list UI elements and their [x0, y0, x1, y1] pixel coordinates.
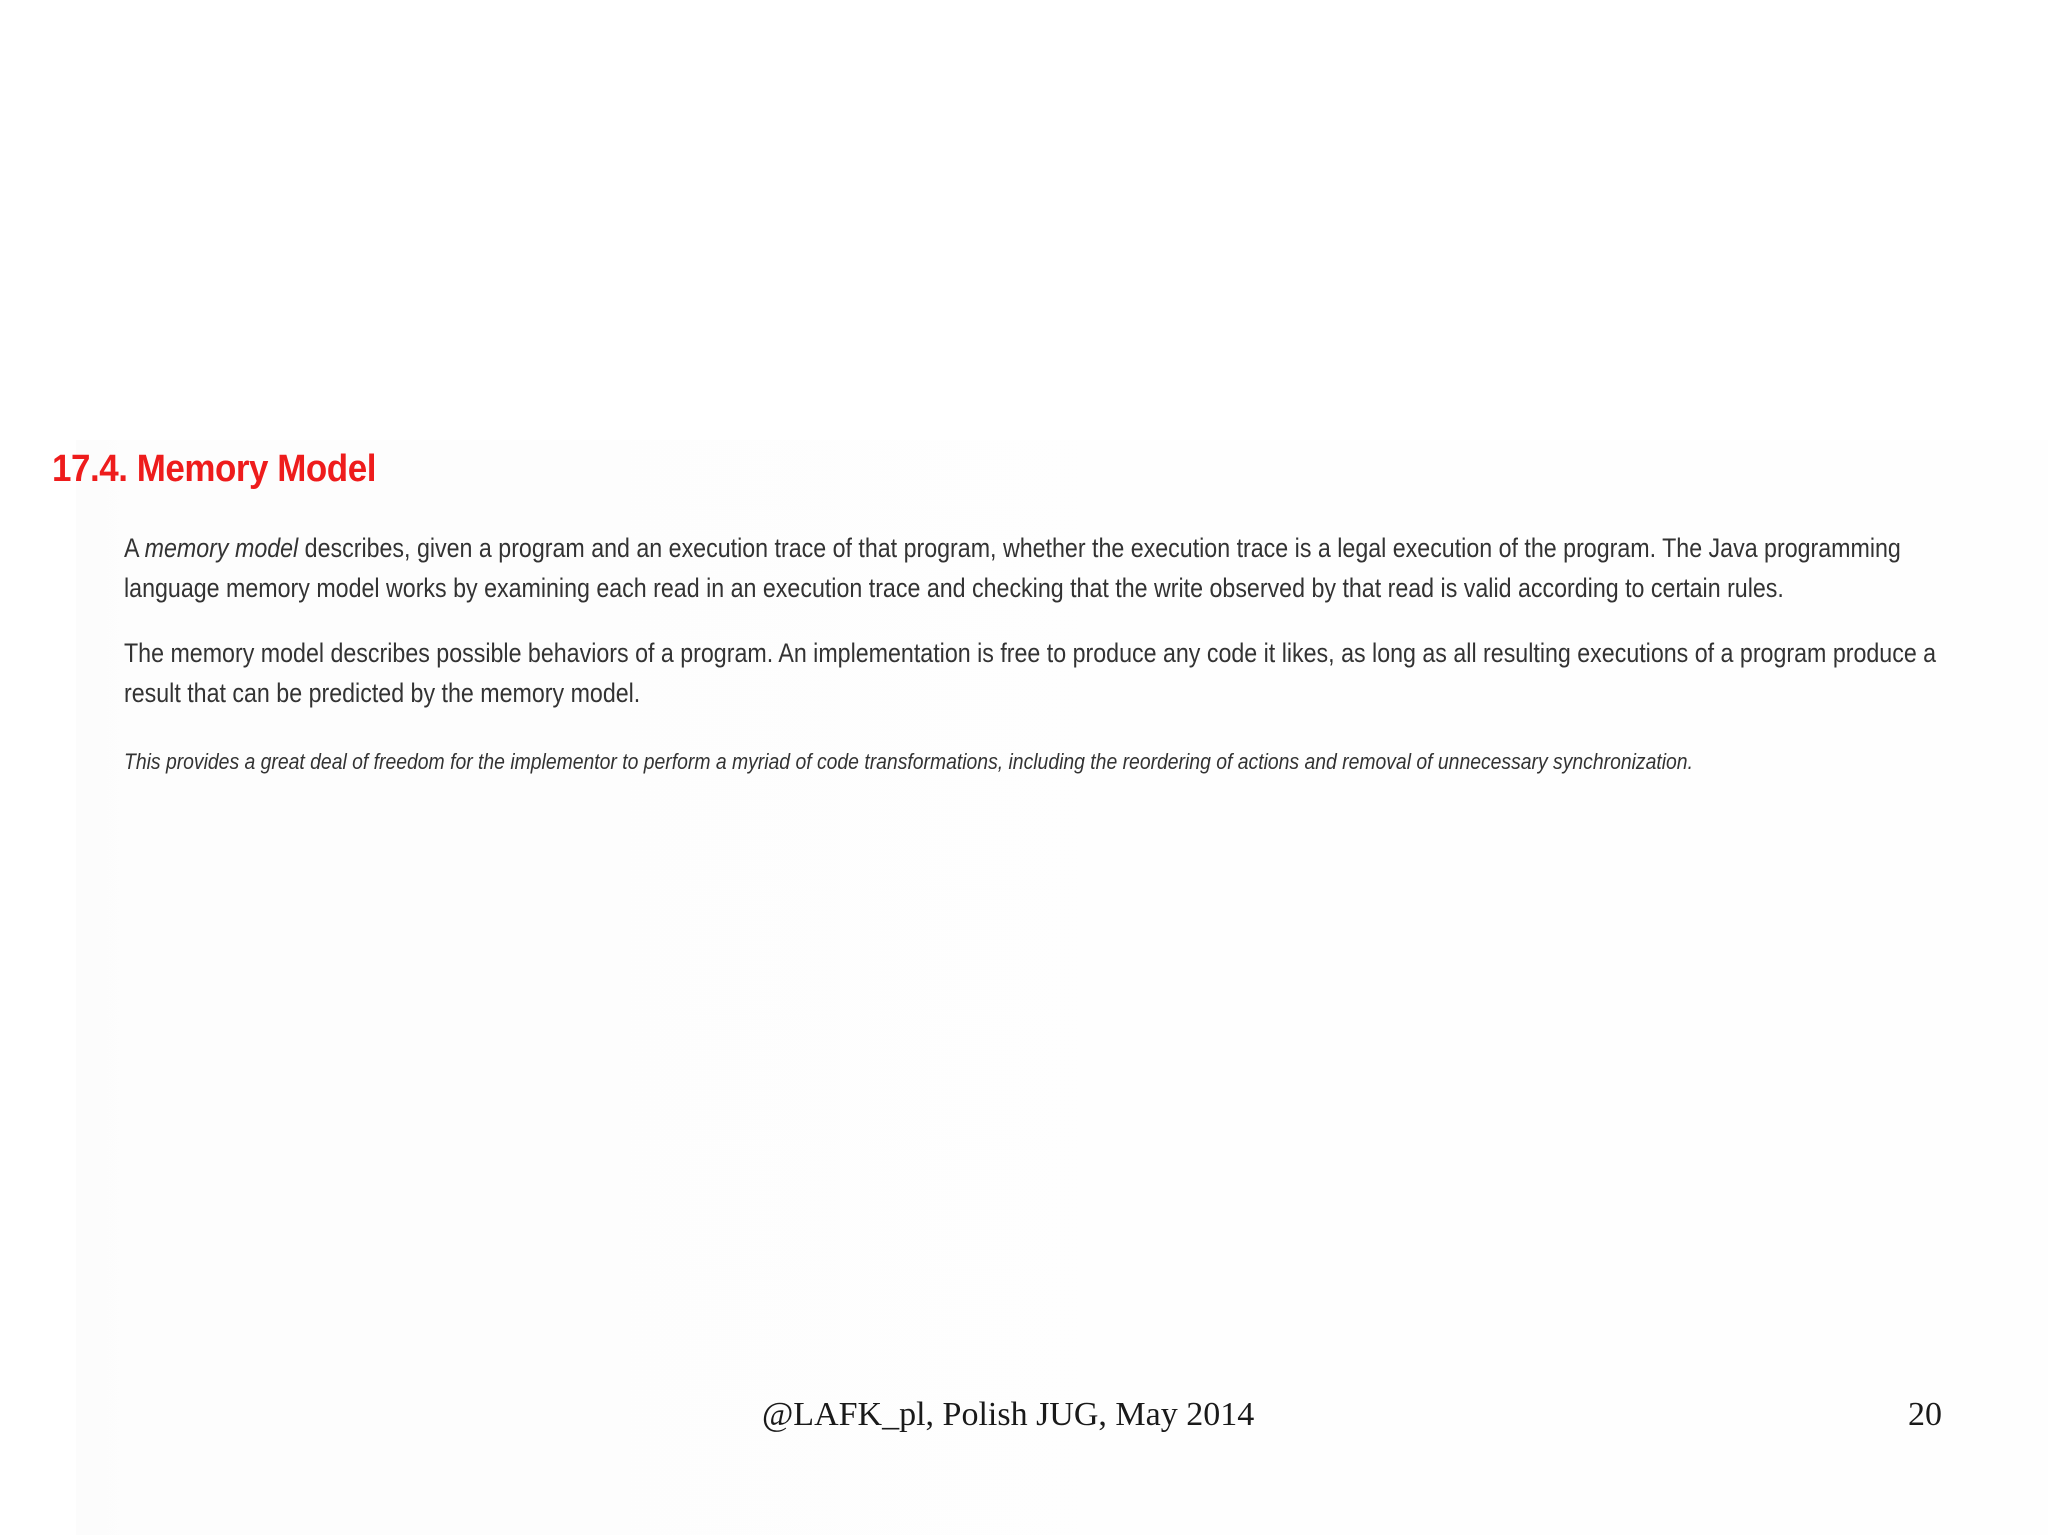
footer-text: @LAFK_pl, Polish JUG, May 2014: [762, 1396, 1255, 1433]
paragraph-rest: describes, given a program and an execution trace of that program, whether the execution trace is a legal execution of the program. The Java programming language memory model works by examining each read in an execution trace and checking that the write observed by that read is valid according to certain rules.: [124, 533, 1901, 603]
paragraph-memory-model-definition: [124, 528, 1982, 608]
section-heading: 17.4. Memory Model: [52, 448, 376, 490]
paragraph-prefix: A: [124, 533, 145, 563]
term-memory-model: memory model: [144, 533, 299, 563]
page-number: 20: [1908, 1396, 1942, 1433]
italic-note: This provides a great deal of freedom for the implementor to perform a myriad of code transformations, including the reordering of actions and removal of unnecessary synchronization.: [124, 749, 1693, 774]
paragraph-possible-behaviors: The memory model describes possible behaviors of a program. An implementation is free to produce any code it likes, as long as all resulting executions of a program produce a result that can be predicted by the memory model.: [124, 638, 1937, 708]
